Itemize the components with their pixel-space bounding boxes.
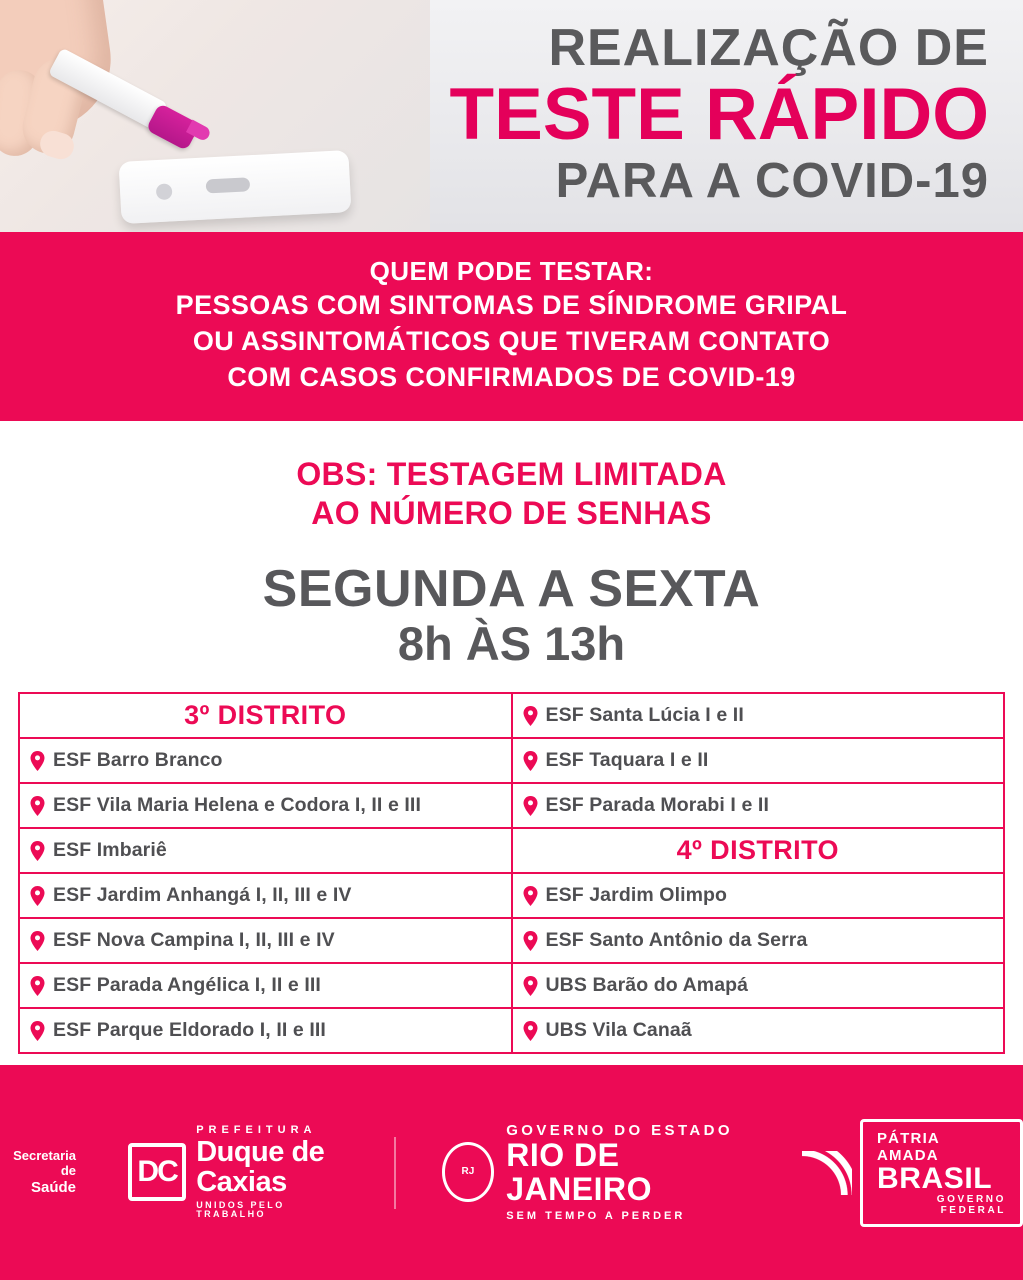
location-pin-icon [523,751,538,771]
prefeitura-kicker: PREFEITURA [196,1124,317,1137]
prefeitura-name-1: Duque de [196,1135,325,1168]
table-row-group [19,1008,1004,1053]
location-pin-icon [523,1021,538,1041]
unit-label: ESF Nova Campina I, II, III e IV [53,929,335,952]
location-pin-icon [523,706,538,726]
unit-label: UBS Vila Canaã [545,1019,692,1042]
district-label: 4º DISTRITO [676,835,839,866]
secretaria-line-1: Secretaria de [13,1147,76,1178]
test-cassette-icon [119,150,352,224]
unit-label: ESF Barro Branco [53,749,223,772]
prefeitura-name-2: Caxias [196,1166,287,1199]
rj-crest-icon: RJ [442,1142,495,1202]
footer-logos [0,1065,1023,1280]
table-row-group [19,828,1004,873]
brasil-text [860,1119,1023,1227]
governo-line-1: GOVERNO DO ESTADO [506,1121,733,1139]
footer-divider [394,1137,396,1209]
unit-label: ESF Santa Lúcia I e II [545,704,744,727]
observation-line-1: OBS: TESTAGEM LIMITADA [296,456,727,493]
table-row[interactable] [512,963,1005,1008]
unit-label: ESF Jardim Anhangá I, II, III e IV [53,884,352,907]
cassette-window-icon [206,177,251,193]
location-pin-icon [30,751,45,771]
brasil-line-3: GOVERNO FEDERAL [936,1193,1007,1216]
locations-table [18,692,1005,1054]
table-row[interactable] [19,963,512,1008]
secretaria-line-2: Saúde [30,1178,76,1196]
location-pin-icon [523,931,538,951]
table-row-group [19,873,1004,918]
logo-governo-rio-de-janeiro [442,1123,757,1222]
locations-table-body [19,693,1004,1053]
location-pin-icon [30,841,45,861]
table-row[interactable] [512,918,1005,963]
table-row[interactable] [512,738,1005,783]
rapid-test-photo [0,0,430,232]
hero-section [0,0,1023,232]
table-row[interactable] [19,738,512,783]
logo-governo-federal-brasil [802,1119,1023,1227]
location-pin-icon [30,796,45,816]
eligibility-line-4: COM CASOS CONFIRMADOS DE COVID-19 [227,361,796,392]
unit-label: ESF Vila Maria Helena e Codora I, II e III [53,794,421,817]
governo-line-2: RIO DE JANEIRO [506,1136,652,1207]
locations-table-wrapper [0,684,1023,1054]
table-row-group [19,738,1004,783]
table-row[interactable] [19,1008,512,1053]
governo-line-3: SEM TEMPO A PERDER [506,1209,686,1222]
hero-line-2: TESTE RÁPIDO [449,74,989,155]
brasil-swoosh-icon [802,1151,852,1195]
hero-title-block [449,19,989,208]
hero-line-3: PARA A COVID-19 [555,154,989,208]
eligibility-line-2: PESSOAS COM SINTOMAS DE SÍNDROME GRIPAL [175,290,848,321]
table-row[interactable] [512,693,1005,738]
table-row-group [19,963,1004,1008]
location-pin-icon [30,976,45,996]
eligibility-line-1: QUEM PODE TESTAR: [369,256,654,286]
prefeitura-text [196,1125,348,1219]
prefeitura-monogram: DC [128,1143,186,1201]
brasil-line-1: PÁTRIA AMADA [876,1129,940,1164]
table-row[interactable] [19,828,512,873]
unit-label: ESF Parada Angélica I, II e III [53,974,321,997]
table-row[interactable] [512,1008,1005,1053]
schedule-block [0,537,1023,684]
unit-label: ESF Imbariê [53,839,167,862]
table-row[interactable] [512,873,1005,918]
hero-line-1: REALIZAÇÃO DE [548,19,989,77]
table-row[interactable] [512,783,1005,828]
governo-text [506,1123,756,1222]
table-row-group [19,693,1004,738]
district-label: 3º DISTRITO [184,700,347,731]
unit-label: ESF Parada Morabi I e II [545,794,769,817]
location-pin-icon [523,886,538,906]
table-row[interactable] [19,918,512,963]
logo-secretaria-saude [0,1149,82,1196]
district-header-cell [512,828,1005,873]
location-pin-icon [30,1021,45,1041]
location-pin-icon [30,931,45,951]
district-header-cell [19,693,512,738]
table-row-group [19,783,1004,828]
unit-label: ESF Taquara I e II [545,749,709,772]
unit-label: UBS Barão do Amapá [545,974,749,997]
eligibility-line-3: OU ASSINTOMÁTICOS QUE TIVERAM CONTATO [192,325,831,356]
table-row[interactable] [19,783,512,828]
observation-line-2: AO NÚMERO DE SENHAS [311,495,712,532]
eligibility-band [0,232,1023,421]
logo-prefeitura-duque-de-caxias [128,1125,348,1219]
unit-label: ESF Jardim Olimpo [545,884,728,907]
schedule-hours: 8h ÀS 13h [397,617,626,671]
brasil-line-2: BRASIL [876,1161,993,1195]
cassette-well-icon [156,183,173,200]
location-pin-icon [523,976,538,996]
secretaria-text [0,1149,76,1196]
location-pin-icon [30,886,45,906]
unit-label: ESF Santo Antônio da Serra [545,929,808,952]
table-row-group [19,918,1004,963]
unit-label: ESF Parque Eldorado I, II e III [53,1019,326,1042]
table-row[interactable] [19,873,512,918]
schedule-days: SEGUNDA A SEXTA [262,560,761,619]
location-pin-icon [523,796,538,816]
prefeitura-tagline: UNIDOS PELO TRABALHO [196,1199,285,1220]
observation-note [0,421,1023,537]
